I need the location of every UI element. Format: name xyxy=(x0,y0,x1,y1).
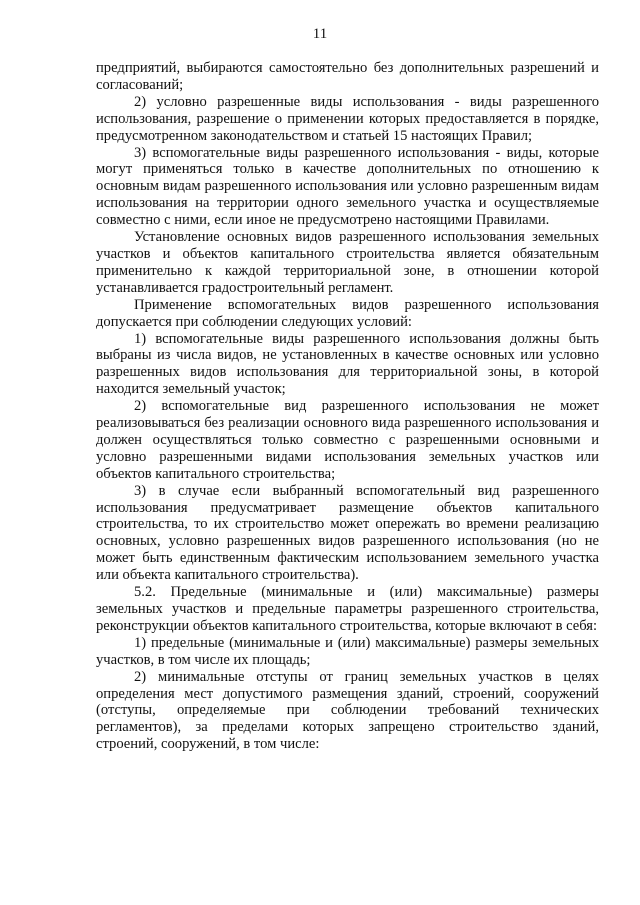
paragraph: предприятий, выбираются самостоятельно без дополнительных разрешений и согласований; xyxy=(96,60,599,93)
page-number: 11 xyxy=(312,26,328,42)
paragraph: 1) предельные (минимальные и (или) максимальные) размеры земельных участков, в том числе их площадь; xyxy=(96,634,599,668)
paragraph: 3) в случае если выбранный вспомогательный вид разрешенного использования предусматривает размещение объектов капитального строительства, то их строительство может опережать во времени реализацию основных, условно разрешенных видов разрешенного использования (но не может быть единственным фактическим использованием земельного участка или объекта капитального строительства). xyxy=(96,482,599,584)
paragraph: 2) условно разрешенные виды использования - виды разрешенного использования, разрешение о применении которых предоставляется в порядке, предусмотренном законодательством и статьей 15 настоящих Правил; xyxy=(96,93,599,144)
paragraph: Применение вспомогательных видов разрешенного использования допускается при соблюдении следующих условий: xyxy=(96,296,599,330)
paragraph: 1) вспомогательные виды разрешенного использования должны быть выбраны из числа видов, не установленных в качестве основных или условно разрешенных видов использования для территориальной зоны, в которой находится земельный участок; xyxy=(96,330,599,398)
document-body xyxy=(96,60,599,753)
paragraph: 2) вспомогательные вид разрешенного использования не может реализовываться без реализации основного вида разрешенного использования и должен осуществляться только совместно с разрешенными основными и условно разрешенными видами использования земельных участков или объектов капитального строительства; xyxy=(96,398,599,482)
paragraph: Установление основных видов разрешенного использования земельных участков и объектов капитального строительства является обязательным применительно к каждой территориальной зоне, в отношении которой устанавливается градостроительный регламент. xyxy=(96,229,599,296)
paragraph: 2) минимальные отступы от границ земельных участков в целях определения мест допустимого размещения зданий, строений, сооружений (отступы, определяемые при соблюдении требований технических регламентов), за пределами которых запрещено строительство зданий, строений, сооружений, в том числе: xyxy=(96,668,599,753)
paragraph: 5.2. Предельные (минимальные и (или) максимальные) размеры земельных участков и предельные параметры разрешенного строительства, реконструкции объектов капитального строительства, которые включают в себя: xyxy=(96,584,599,634)
paragraph: 3) вспомогательные виды разрешенного использования - виды, которые могут применяться только в качестве дополнительных по отношению к основным видам разрешенного использования или условно разрешенным видам использования на территории одного земельного участка и осуществляемые совместно с ними, если иное не предусмотрено настоящими Правилами. xyxy=(96,144,599,229)
